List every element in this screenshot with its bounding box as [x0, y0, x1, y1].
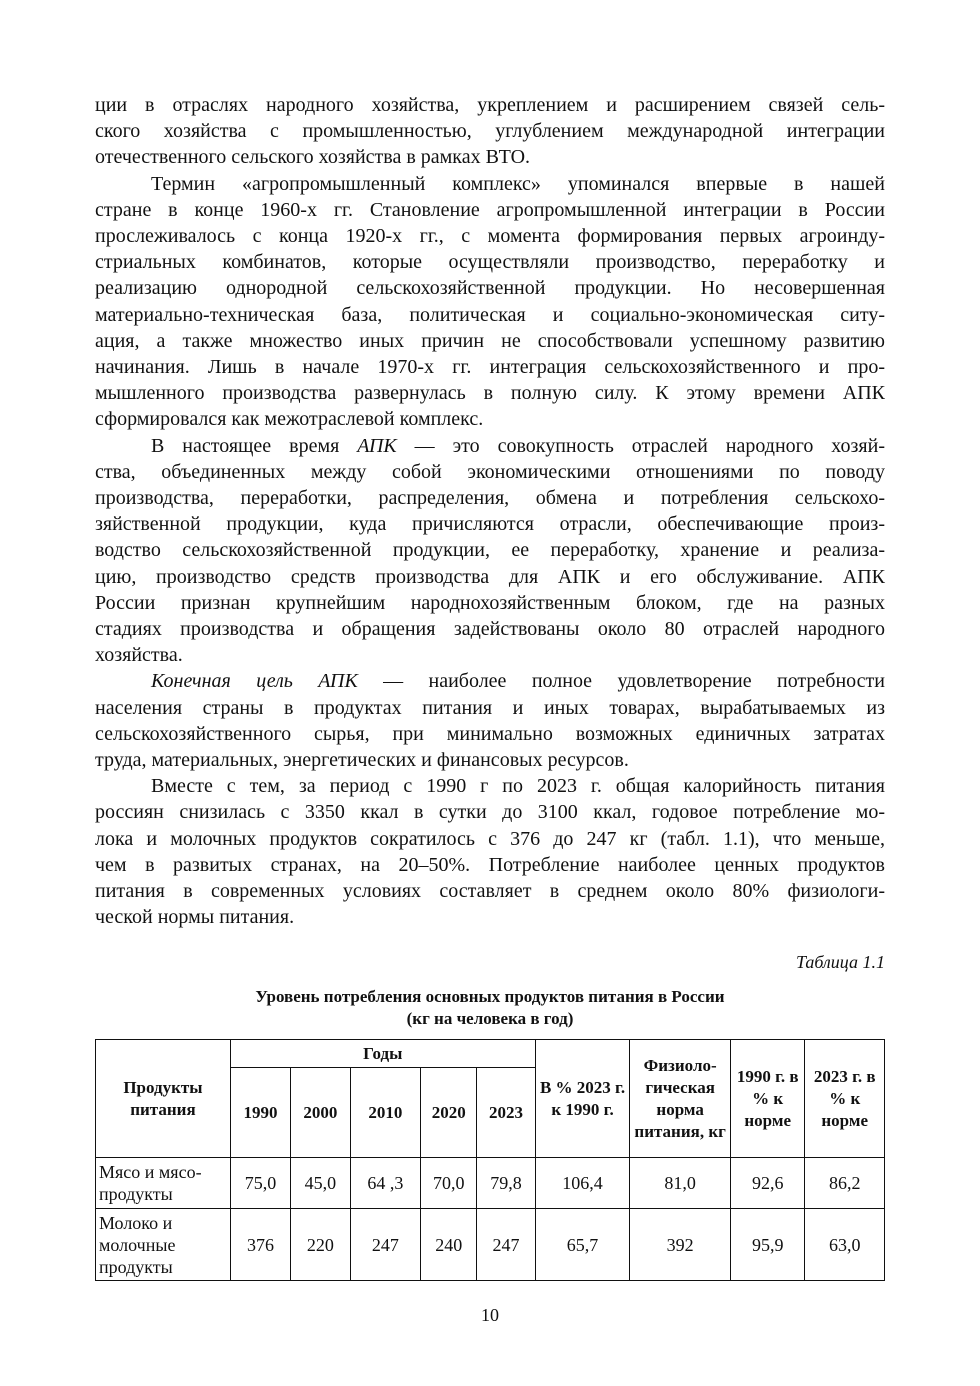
product-name: Молоко и молочные продукты	[96, 1209, 231, 1281]
text-line: чем в развитых странах, на 20–50%. Потребление наиболее ценных продуктов	[95, 853, 885, 876]
text-line: реализацию однородной сельскохозяйственной продукции. Но несовершенная	[95, 277, 885, 300]
table-caption: Таблица 1.1	[795, 952, 885, 972]
text-line: В настоящее время АПК — это совокупность отраслей народного хозяй-	[151, 434, 885, 457]
text-line: ческой нормы питания.	[95, 906, 295, 929]
text-line: лока и молочных продуктов сократилось с 376 до 247 кг (табл. 1.1), что меньше,	[95, 827, 885, 850]
text-line: мышленного производства развернулась в полную силу. К этому времени АПК	[95, 382, 885, 405]
header-years: Годы	[230, 1040, 535, 1068]
text-line: россиян снизилась с 3350 ккал в сутки до 3100 ккал, годовое потребление мо-	[95, 801, 885, 824]
header-year: 2010	[350, 1068, 420, 1158]
text-line: Термин «агропромышленный комплекс» упоминался впервые в нашей	[151, 172, 885, 195]
text-line: производства, переработки, распределения, обмена и потребления сельскохо-	[95, 487, 885, 510]
table-cell: 220	[291, 1209, 350, 1281]
paragraph	[95, 433, 885, 669]
text-line: сельскохозяйственного сырья, при минимально возможных единичных затратах	[95, 722, 885, 745]
text-line: сформировался как межотраслевой комплекс.	[95, 408, 484, 431]
table-title-line2: (кг на человека в год)	[406, 1009, 574, 1028]
header-year: 2000	[291, 1068, 350, 1158]
header-pct-1990-norm: 1990 г. в % к норме	[730, 1040, 804, 1158]
table-title-line1: Уровень потребления основных продуктов питания в России	[255, 987, 725, 1006]
header-pct-2023-1990: В % 2023 г. к 1990 г.	[535, 1040, 630, 1158]
table-cell: 95,9	[730, 1209, 804, 1281]
header-norm: Физиоло-гическая норма питания, кг	[630, 1040, 731, 1158]
table-cell: 75,0	[230, 1158, 290, 1209]
table-row	[96, 1209, 885, 1281]
header-year: 2023	[477, 1068, 535, 1158]
text-line: материально-техническая база, политическая и социально-экономическая ситу-	[95, 303, 885, 326]
text-line: начинания. Лишь в начале 1970-х гг. интеграция сельскохозяйственного и про-	[95, 356, 885, 379]
table-cell: 45,0	[291, 1158, 350, 1209]
table-cell: 81,0	[630, 1158, 731, 1209]
paragraph	[95, 171, 885, 433]
table-cell: 64 ,3	[350, 1158, 420, 1209]
page-number: 10	[481, 1305, 499, 1325]
text-line: труда, материальных, энергетических и финансовых ресурсов.	[95, 749, 629, 772]
text-line: ского хозяйства с промышленностью, углублением международной интеграции	[95, 120, 885, 143]
text-line: ства, объединенных между собой экономическими отношениями по поводу	[95, 460, 885, 483]
text-line: зяйственной продукции, куда причисляются отрасли, обеспечивающие произ-	[95, 513, 885, 536]
text-line: стране в конце 1960-х гг. Становление агропромышленной интеграции в России	[95, 198, 885, 221]
text-line: водство сельскохозяйственной продукции, ее переработку, хранение и реализа-	[95, 539, 885, 562]
table-cell: 106,4	[535, 1158, 630, 1209]
paragraph	[95, 668, 885, 773]
table-cell: 92,6	[730, 1158, 804, 1209]
text-line: Вместе с тем, за период с 1990 г по 2023 г. общая калорийность питания	[151, 775, 885, 798]
table-cell: 376	[230, 1209, 290, 1281]
paragraph	[95, 773, 885, 930]
table-cell: 240	[421, 1209, 477, 1281]
header-year: 1990	[230, 1068, 290, 1158]
table-cell: 65,7	[535, 1209, 630, 1281]
header-products: Продукты питания	[96, 1040, 231, 1158]
table-cell: 247	[477, 1209, 535, 1281]
text-line: стриальных комбинатов, которые осуществляли производство, переработку и	[95, 251, 885, 274]
text-line: населения страны в продуктах питания и иных товарах, вырабатываемых из	[95, 696, 885, 719]
table-cell: 70,0	[421, 1158, 477, 1209]
table-title	[95, 986, 885, 1030]
body-text	[95, 92, 885, 931]
text-line: ции в отраслях народного хозяйства, укреплением и расширением связей сель-	[95, 94, 885, 116]
table-cell: 392	[630, 1209, 731, 1281]
text-line: отечественного сельского хозяйства в рамках ВТО.	[95, 146, 531, 169]
header-pct-2023-norm: 2023 г. в % к норме	[805, 1040, 885, 1158]
text-line: прослеживалось с конца 1920-х гг., с момента формирования первых агроинду-	[95, 225, 885, 248]
product-name: Мясо и мясо-продукты	[96, 1158, 231, 1209]
table-cell: 63,0	[805, 1209, 885, 1281]
table-cell: 79,8	[477, 1158, 535, 1209]
paragraph	[95, 92, 885, 171]
text-line: Конечная цель АПК — наиболее полное удовлетворение потребности	[151, 670, 885, 693]
text-line: питания в современных условиях составляет в среднем около 80% физиологи-	[95, 880, 885, 903]
text-line: стадиях производства и обращения задействованы около 80 отраслей народного	[95, 618, 885, 641]
text-line: цию, производство средств производства для АПК и его обслуживание. АПК	[95, 565, 885, 588]
text-line: ация, а также множество иных причин не способствовали успешному развитию	[95, 329, 885, 352]
table-cell: 86,2	[805, 1158, 885, 1209]
consumption-table	[95, 1039, 885, 1281]
table-cell: 247	[350, 1209, 420, 1281]
table-row	[96, 1158, 885, 1209]
text-line: хозяйства.	[95, 644, 183, 667]
text-line: России признан крупнейшим народнохозяйственным блоком, где на разных	[95, 591, 885, 614]
header-year: 2020	[421, 1068, 477, 1158]
